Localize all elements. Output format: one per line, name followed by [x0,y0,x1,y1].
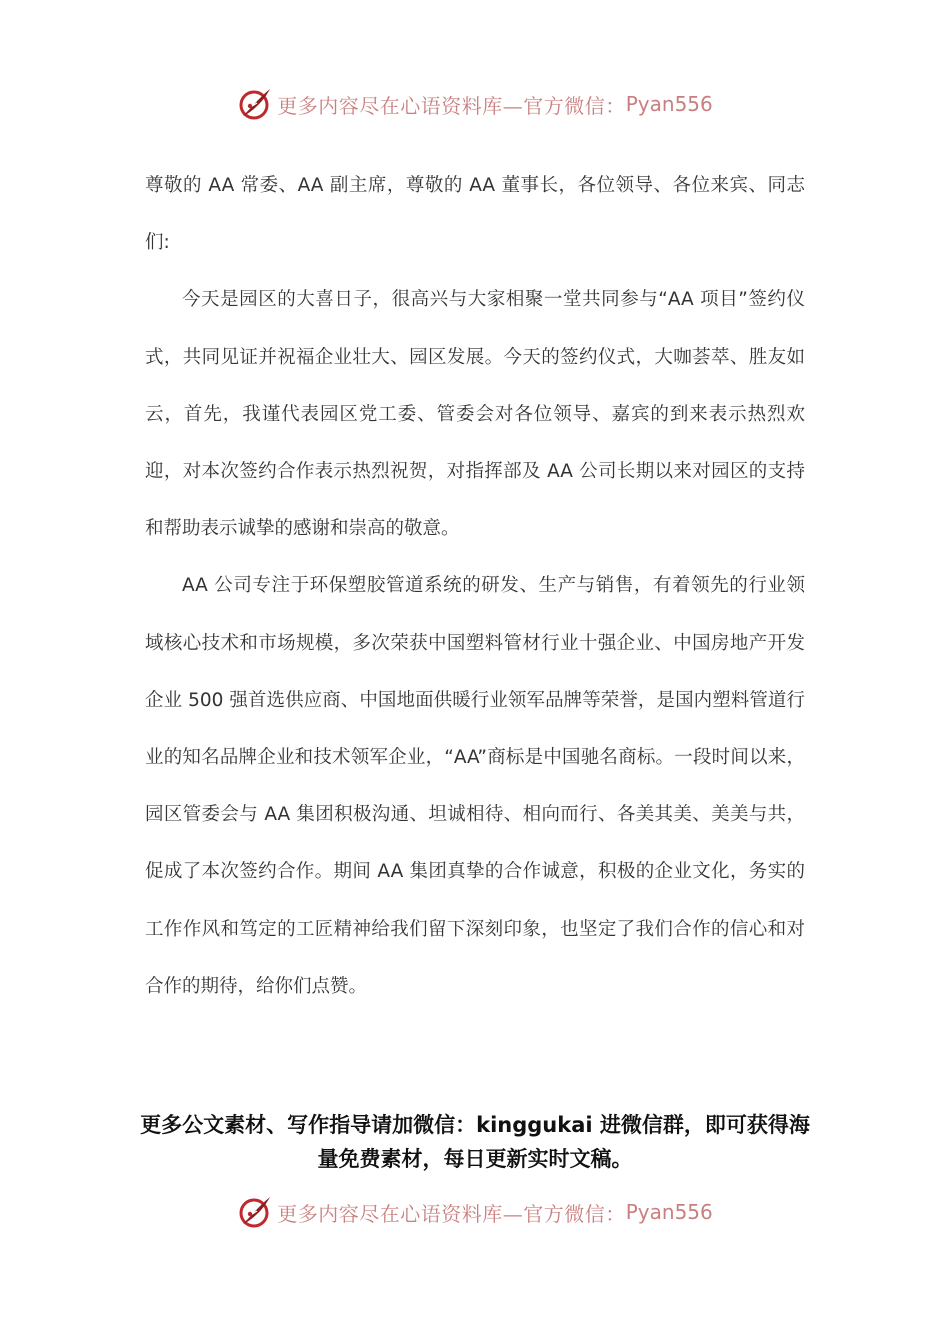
paragraph: AA 公司专注于环保塑胶管道系统的研发、生产与销售，有着领先的行业领域核心技术和市场规模，多次荣获中国塑料管材行业十强企业、中国房地产开发企业 500 强首选供应商、中国地面供暖行业领军品牌等荣誉，是国内塑料管道行业的知名品牌企业和技术领军企业，“AA”商标是中国驰名商标。一段时间以来，园区管委会与 AA 集团积极沟通、坦诚相待、相向而行、各美其美、美美与共，促成了本次签约合作。期间 AA 集团真挚的合作诚意，积极的企业文化，务实的工作作风和笃定的工匠精神给我们留下深刻印象，也坚定了我们合作的信心和对合作的期待，给你们点赞。 [145,575,805,997]
banner-wechat-id: Pyan556 [625,1200,713,1224]
document-body [145,157,805,1015]
banner-text: 更多内容尽在心语资料库—官方微信： [277,1201,626,1226]
footer-banner [0,1190,950,1234]
paragraph: 今天是园区的大喜日子，很高兴与大家相聚一堂共同参与“AA 项目”签约仪式，共同见证并祝福企业壮大、园区发展。今天的签约仪式，大咖荟萃、胜友如云，首先，我谨代表园区党工委、管委会对各位领导、嘉宾的到来表示热烈欢迎，对本次签约合作表示热烈祝贺，对指挥部及 AA 公司长期以来对园区的支持和帮助表示诚挚的感谢和崇高的敬意。 [145,289,805,540]
footer-cta: 更多公文素材、写作指导请加微信：kinggukai 进微信群，即可获得海量免费素材，每日更新实时文稿。 [140,1113,810,1171]
banner-text: 更多内容尽在心语资料库—官方微信： [277,93,626,118]
header-banner [0,82,950,126]
banner-wechat-id: Pyan556 [625,92,713,116]
salutation: 尊敬的 AA 常委、AA 副主席，尊敬的 AA 董事长，各位领导、各位来宾、同志们: [145,175,805,254]
quill-pen-logo-icon [237,86,273,122]
quill-pen-logo-icon [237,1194,273,1230]
